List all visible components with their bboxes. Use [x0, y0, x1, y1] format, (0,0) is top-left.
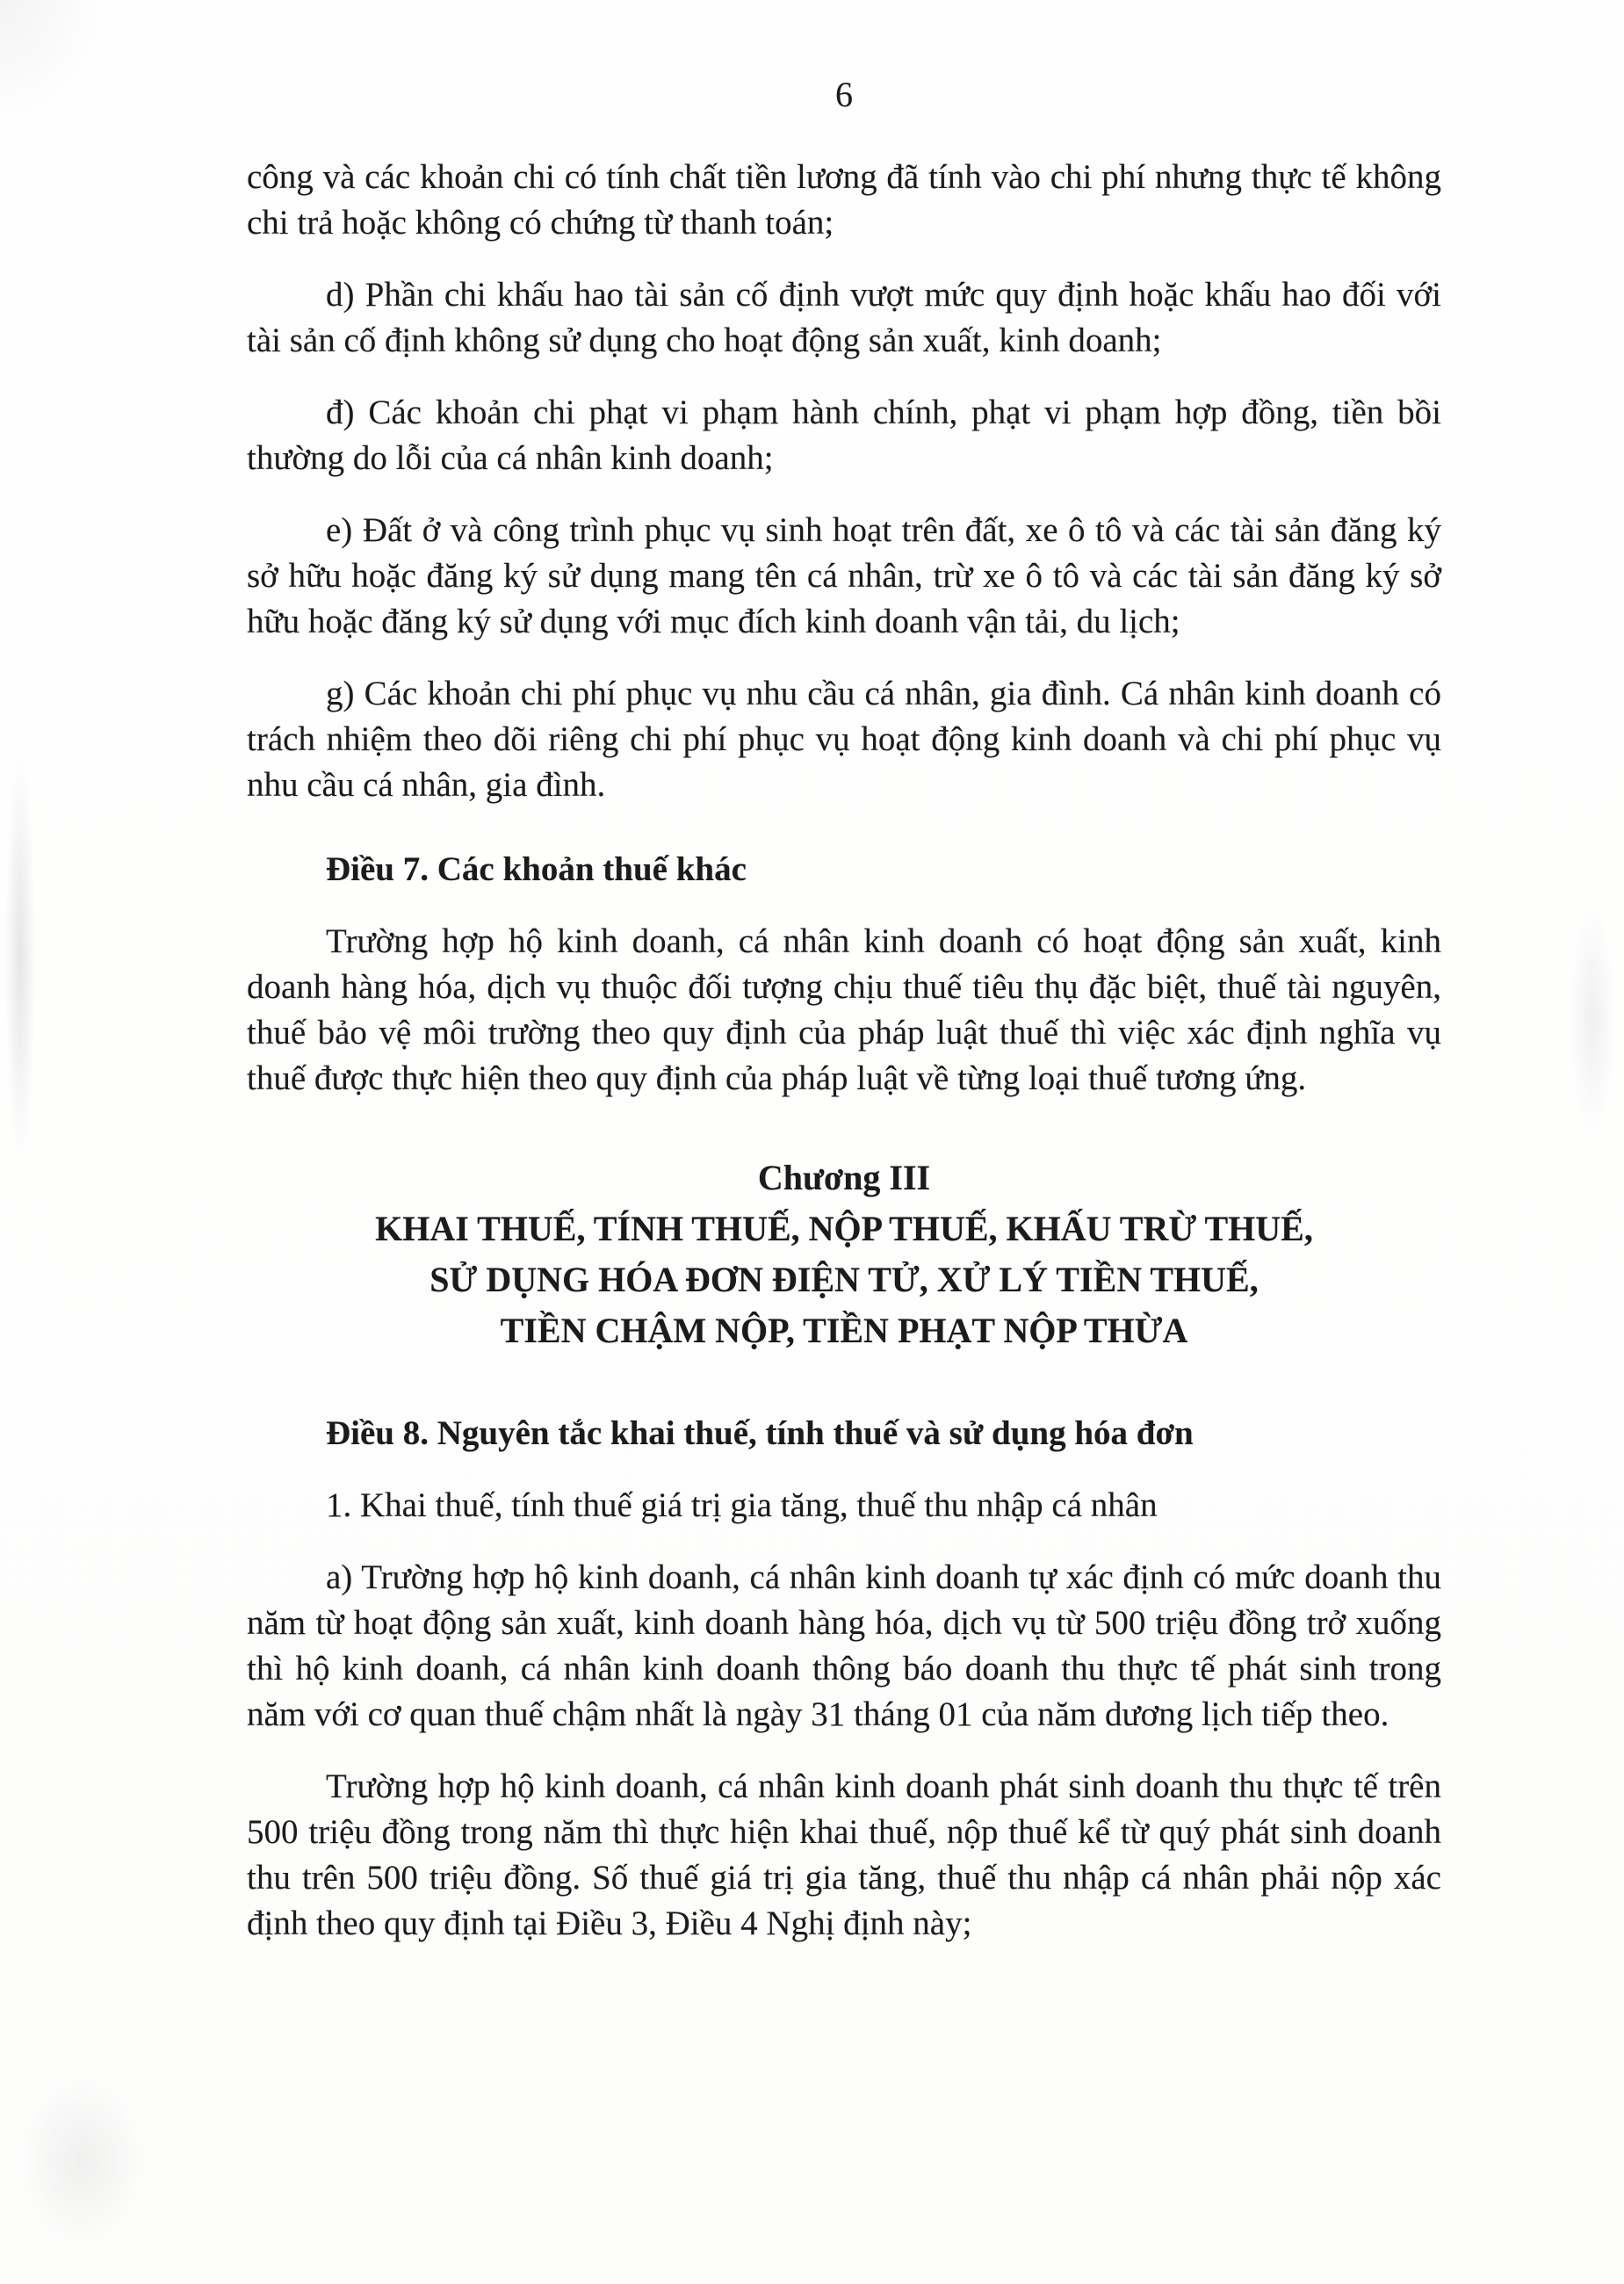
point-a-paragraph: a) Trường hợp hộ kinh doanh, cá nhân kinh doanh tự xác định có mức doanh thu năm từ hoạt động sản xuất, kinh doanh hàng hóa, dịch vụ từ 500 triệu đồng trở xuống thì hộ kinh doanh, cá nhân kinh doanh thông báo doanh thu thực tế phát sinh trong năm với cơ quan thuế chậm nhất là ngày 31 tháng 01 của năm dương lịch tiếp theo.: [247, 1558, 1441, 1733]
article-7-body-paragraph: Trường hợp hộ kinh doanh, cá nhân kinh doanh có hoạt động sản xuất, kinh doanh hàng hóa, dịch vụ thuộc đối tượng chịu thuế tiêu thụ đặc biệt, thuế tài nguyên, thuế bảo vệ môi trường theo quy định của pháp luật thuế thì việc xác định nghĩa vụ thuế được thực hiện theo quy định của pháp luật về từng loại thuế tương ứng.: [247, 922, 1441, 1097]
item-d-paragraph: d) Phần chi khấu hao tài sản cố định vượt mức quy định hoặc khấu hao đối với tài sản cố định không sử dụng cho hoạt động sản xuất, kinh doanh;: [247, 276, 1441, 359]
revenue-over-500m-paragraph: Trường hợp hộ kinh doanh, cá nhân kinh doanh phát sinh doanh thu thực tế trên 500 triệu đồng trong năm thì thực hiện khai thuế, nộp thuế kể từ quý phát sinh doanh thu trên 500 triệu đồng. Số thuế giá trị gia tăng, thuế thu nhập cá nhân phải nộp xác định theo quy định tại Điều 3, Điều 4 Nghị định này;: [247, 1767, 1441, 1942]
article-8-heading: Điều 8. Nguyên tắc khai thuế, tính thuế và sử dụng hóa đơn: [326, 1414, 1194, 1452]
clause-1-line: 1. Khai thuế, tính thuế giá trị gia tăng, thuế thu nhập cá nhân: [326, 1486, 1158, 1524]
scan-artifact-left-streak: [5, 755, 35, 1160]
chapter-3-title-line-1: KHAI THUẾ, TÍNH THUẾ, NỘP THUẾ, KHẤU TRỪ THUẾ,: [375, 1209, 1313, 1248]
item-e-paragraph: e) Đất ở và công trình phục vụ sinh hoạt trên đất, xe ô tô và các tài sản đăng ký sở hữu hoặc đăng ký sử dụng mang tên cá nhân, trừ xe ô tô và các tài sản đăng ký sở hữu hoặc đăng ký sử dụng với mục đích kinh doanh vận tải, du lịch;: [247, 511, 1441, 640]
text-block: [247, 0, 1441, 1947]
chapter-3-label: Chương III: [757, 1158, 931, 1197]
scan-artifact-top-left: [0, 0, 105, 123]
chapter-3-block: [247, 1153, 1441, 1356]
paragraph-wage-expenses-continued: công và các khoản chi có tính chất tiền lương đã tính vào chi phí nhưng thực tế không chi trả hoặc không có chứng từ thanh toán;: [247, 158, 1441, 242]
item-g-paragraph: g) Các khoản chi phí phục vụ nhu cầu cá nhân, gia đình. Cá nhân kinh doanh có trách nhiệm theo dõi riêng chi phí phục vụ hoạt động kinh doanh và chi phí phục vụ nhu cầu cá nhân, gia đình.: [247, 675, 1441, 804]
scan-artifact-right-edge: [1570, 905, 1614, 1133]
chapter-3-title-line-3: TIỀN CHẬM NỘP, TIỀN PHẠT NỘP THỪA: [500, 1311, 1188, 1350]
scan-artifact-bottom-left: [16, 2073, 148, 2249]
item-dd-paragraph: đ) Các khoản chi phạt vi phạm hành chính, phạt vi phạm hợp đồng, tiền bồi thường do lỗi của cá nhân kinh doanh;: [247, 394, 1441, 477]
page-number: 6: [835, 75, 853, 114]
article-7-heading: Điều 7. Các khoản thuế khác: [326, 850, 747, 888]
chapter-3-title-line-2: SỬ DỤNG HÓA ĐƠN ĐIỆN TỬ, XỬ LÝ TIỀN THUẾ,: [429, 1260, 1259, 1299]
